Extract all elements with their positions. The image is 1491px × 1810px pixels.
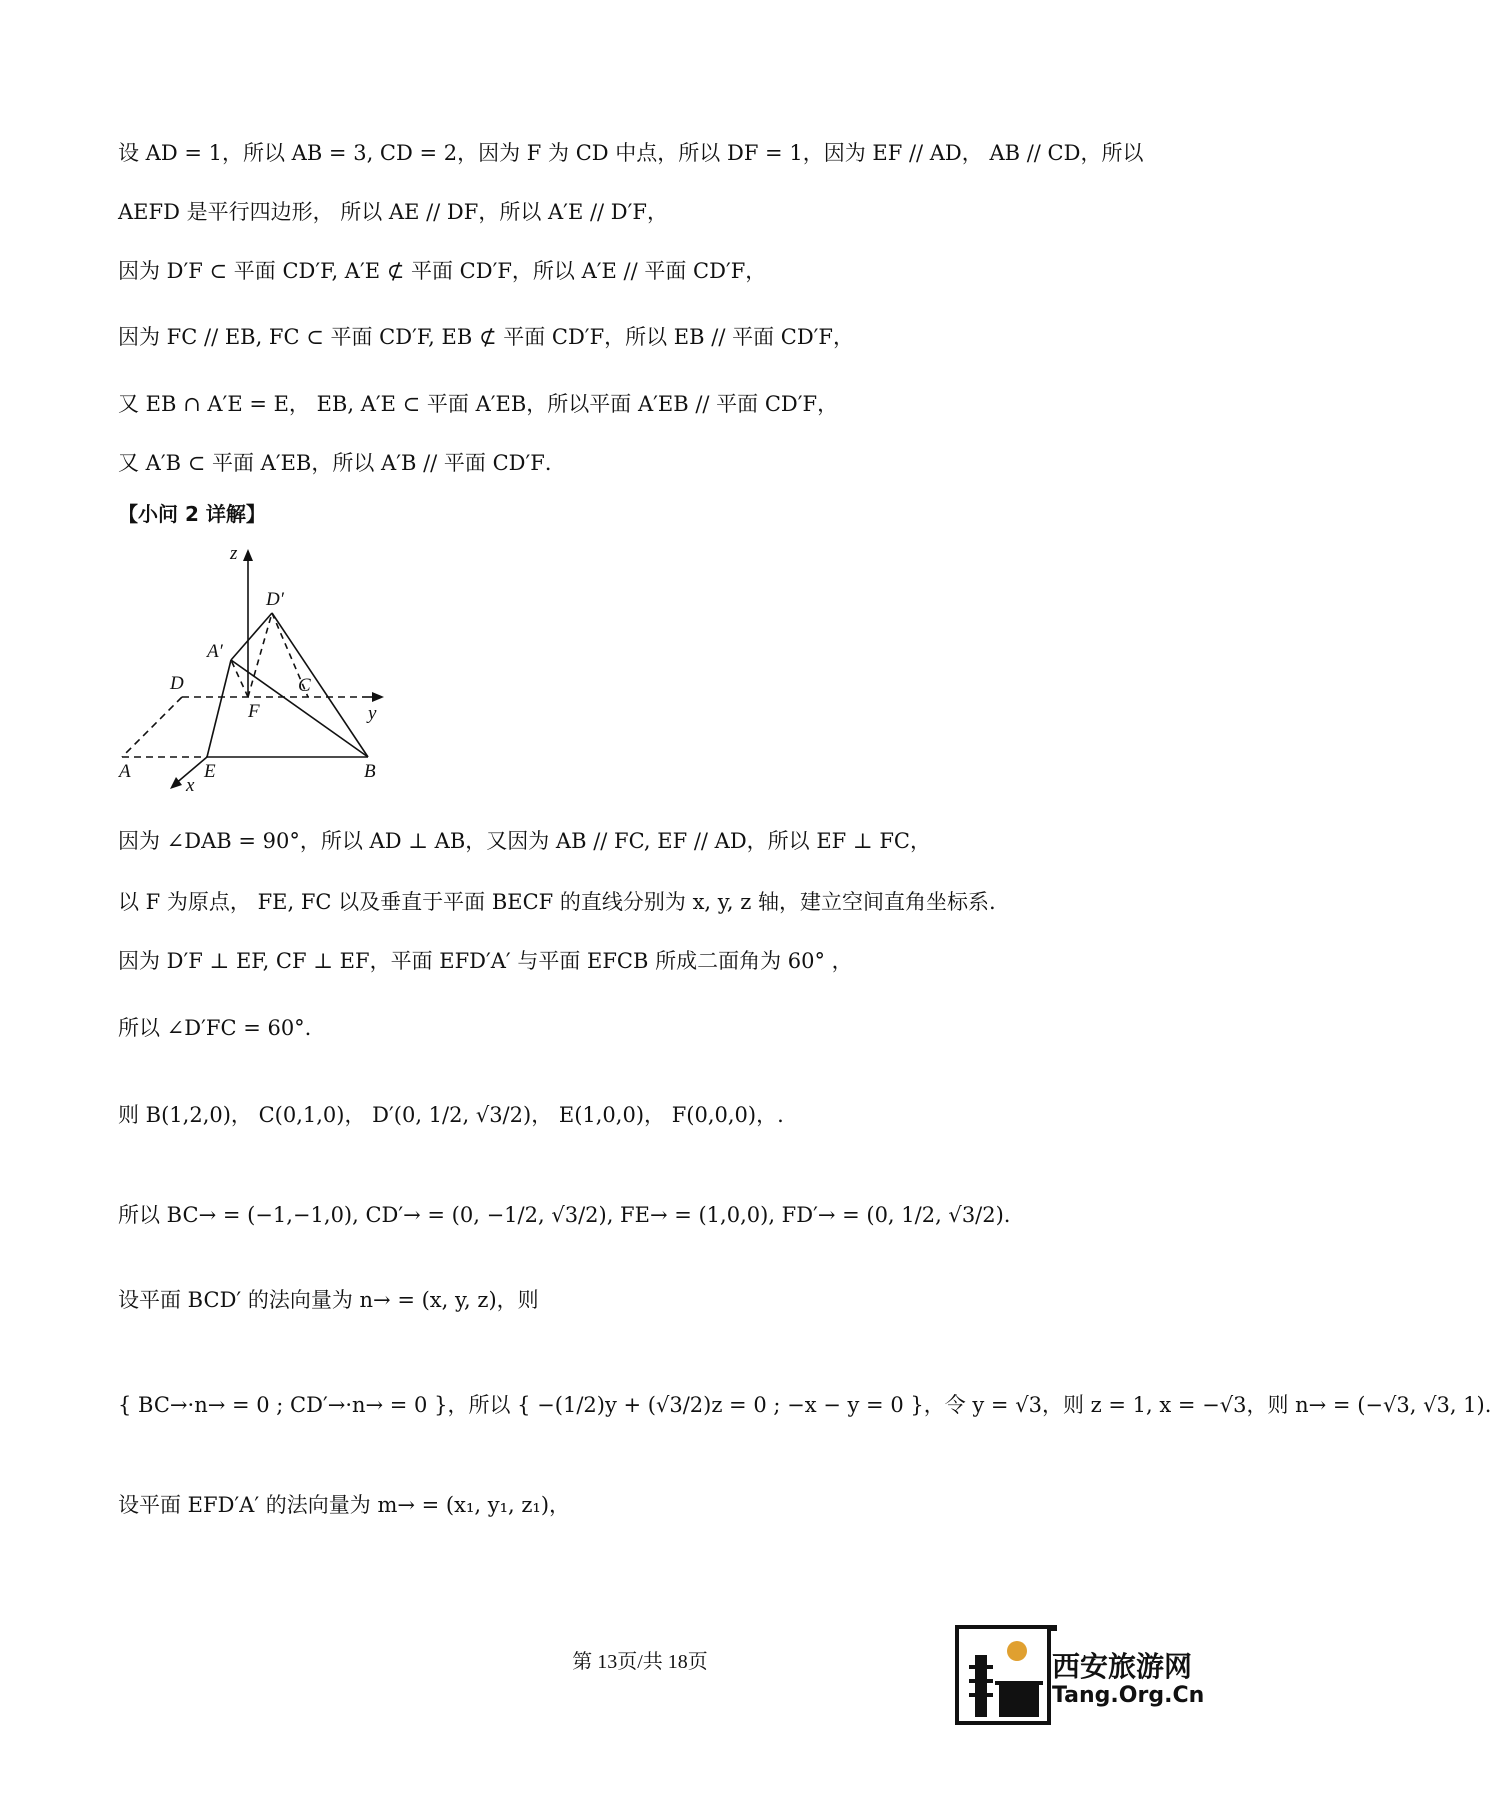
logo-text-en: Tang.Org.Cn (1052, 1683, 1205, 1708)
solution-line-14: { BC→·n→ = 0 ; CD′→·n→ = 0 }，所以 { −(1/2)y + (√3/2)z = 0 ; −x − y = 0 }，令 y = √3，则 z = 1, x = −√3，则 n→ = (−√3, √3, 1). (118, 1393, 1491, 1417)
label-E: E (204, 761, 216, 782)
solution-line-10: 所以 ∠D′FC = 60°. (118, 1016, 312, 1040)
edge-AD (231, 613, 272, 660)
edge-DB (272, 613, 368, 757)
label-B: B (364, 761, 376, 782)
solution-line-3: 因为 D′F ⊂ 平面 CD′F, A′E ⊄ 平面 CD′F，所以 A′E // 平面 CD′F， (118, 259, 767, 283)
label-x: x (186, 775, 195, 796)
page-footer: 第 13页/共 18页 (572, 1651, 708, 1673)
solution-line-15: 设平面 EFD′A′ 的法向量为 m→ = (x₁, y₁, z₁)， (118, 1493, 571, 1517)
label-F: F (248, 701, 260, 722)
solution-line-11: 则 B(1,2,0)， C(0,1,0)， D′(0, 1/2, √3/2)， E(1,0,0)， F(0,0,0)，. (118, 1103, 784, 1127)
base-dashed-2 (122, 697, 182, 757)
solution-line-9: 因为 D′F ⊥ EF, CF ⊥ EF，平面 EFD′A′ 与平面 EFCB 所成二面角为 60° ， (118, 949, 853, 973)
label-D-prime: D′ (266, 589, 284, 610)
label-A: A (119, 761, 131, 782)
solution-line-2: AEFD 是平行四边形， 所以 AE // DF，所以 A′E // D′F， (118, 200, 668, 224)
solution-line-6: 又 A′B ⊂ 平面 A′EB，所以 A′B // 平面 CD′F． (118, 451, 566, 475)
solution-line-4: 因为 FC // EB, FC ⊂ 平面 CD′F, EB ⊄ 平面 CD′F，所以 EB // 平面 CD′F， (118, 325, 854, 349)
solution-line-13: 设平面 BCD′ 的法向量为 n→ = (x, y, z)，则 (118, 1288, 539, 1312)
edge-EA (207, 660, 231, 757)
solution-line-12: 所以 BC→ = (−1,−1,0), CD′→ = (0, −1/2, √3/2), FE→ = (1,0,0), FD′→ = (0, 1/2, √3/2). (118, 1203, 1011, 1227)
label-z: z (230, 543, 238, 564)
section-title: 【小问 2 详解】 (118, 502, 266, 526)
solution-line-5: 又 EB ∩ A′E = E， EB, A′E ⊂ 平面 A′EB，所以平面 A′EB // 平面 CD′F， (118, 392, 839, 416)
label-A-prime: A′ (207, 641, 223, 662)
solution-line-1: 设 AD = 1，所以 AB = 3, CD = 2，因为 F 为 CD 中点，所以 DF = 1，因为 EF // AD， AB // CD，所以 (118, 141, 1144, 165)
solution-line-8: 以 F 为原点， FE, FC 以及垂直于平面 BECF 的直线分别为 x, y, z 轴，建立空间直角坐标系. (118, 890, 996, 914)
logo-text-cn: 西安旅游网 (1052, 1650, 1193, 1683)
label-y: y (368, 703, 377, 724)
solution-line-7: 因为 ∠DAB = 90°，所以 AD ⊥ AB，又因为 AB // FC, EF // AD，所以 EF ⊥ FC， (118, 829, 931, 853)
geometry-figure (112, 545, 402, 795)
label-D: D (170, 673, 184, 694)
label-C: C (298, 675, 311, 696)
